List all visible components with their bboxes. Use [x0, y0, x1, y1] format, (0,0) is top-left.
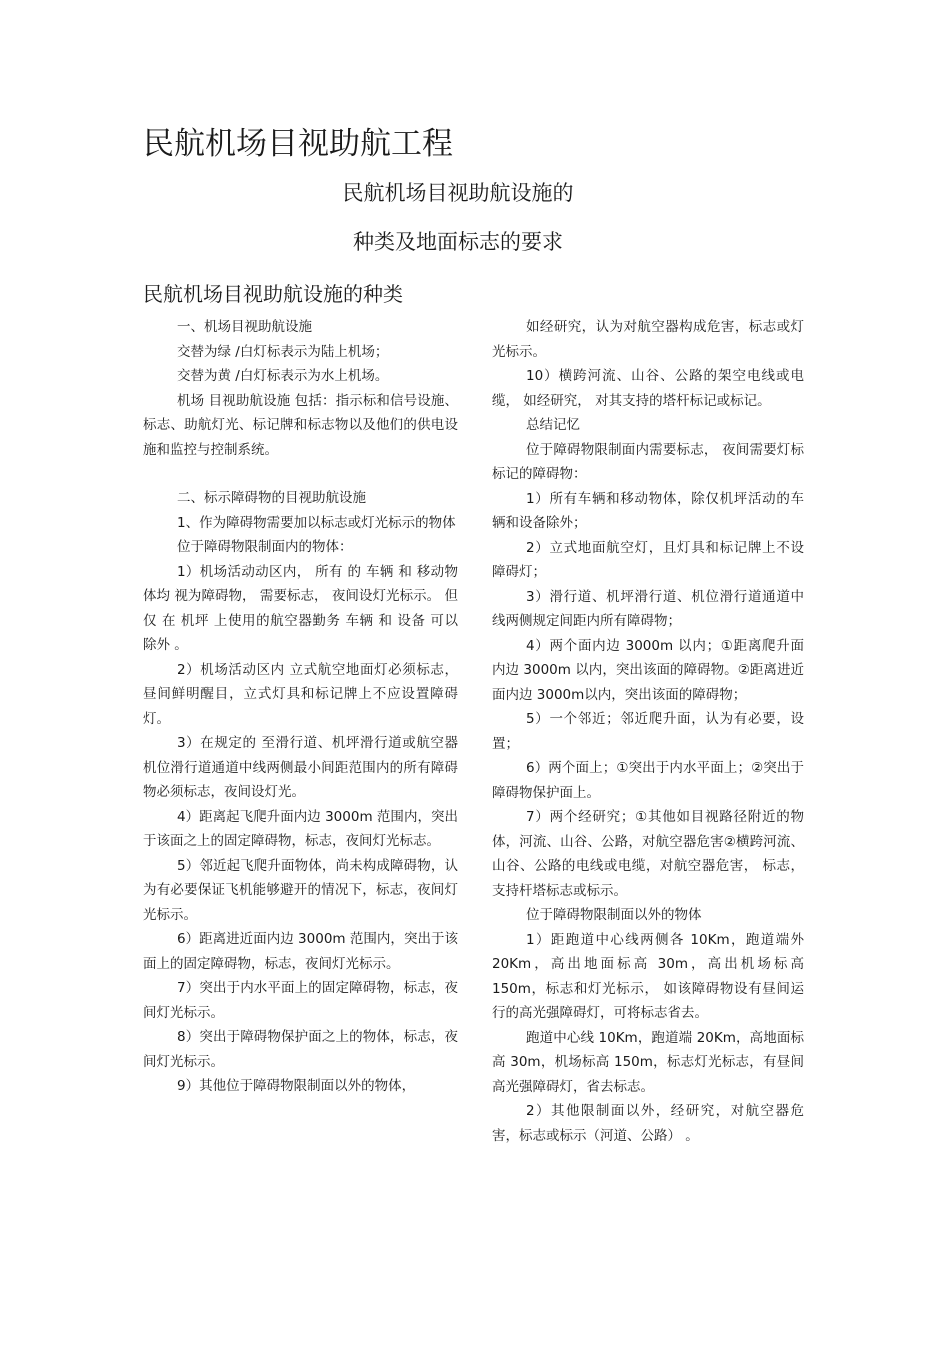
paragraph: 6）距离进近面内边 3000m 范围内，突出于该面上的固定障碍物，标志，夜间灯光标示。: [143, 931, 458, 972]
paragraph: 1）机场活动动区内， 所有 的 车辆 和 移动物体均 视为障碍物， 需要标志， 夜间设灯光标示。 但 仅 在 机坪 上使用的航空器勤务 车辆 和 设备 可以 除外 。: [143, 563, 458, 653]
paragraph: 机场 目视助航设施 包括：指示标和信号设施、标志、助航灯光、标记牌和标志物以及他们的供电设施和监控与控制系统。: [143, 392, 458, 458]
paragraph: 交替为绿 /白灯标表示为陆上机场；: [177, 343, 389, 360]
paragraph: 8）突出于障碍物保护面之上的物体，标志，夜间灯光标示。: [143, 1029, 458, 1070]
paragraph: 2）机场活动区内 立式航空地面灯必须标志，昼间鲜明醒目，立式灯具和标记牌上不应设置障碍灯。: [143, 661, 458, 727]
paragraph: 6）两个面上；①突出于内水平面上；②突出于障碍物保护面上。: [492, 760, 804, 801]
paragraph: 1）所有车辆和移动物体，除仅机坪活动的车辆和设备除外；: [492, 490, 804, 531]
paragraph: 5）邻近起飞爬升面物体，尚未构成障碍物，认为有必要保证飞机能够避开的情况下，标志，夜间灯光标示。: [143, 857, 458, 923]
main-title: 民航机场目视助航工程: [143, 126, 453, 162]
paragraph: 5）一个邻近；邻近爬升面，认为有必要，设置；: [492, 711, 804, 752]
paragraph: 3）滑行道、机坪滑行道、机位滑行道通道中线两侧规定间距内所有障碍物；: [492, 588, 804, 629]
left-column: [143, 315, 458, 1099]
paragraph: 10）横跨河流、山谷、公路的架空电线或电缆， 如经研究， 对其支持的塔杆标记或标记。: [492, 368, 804, 409]
paragraph: 7）两个经研究；①其他如目视路径附近的物体，河流、山谷、公路，对航空器危害②横跨河流、山谷、公路的电线或电缆，对航空器危害， 标志，支持杆塔标志或标示。: [492, 809, 804, 899]
paragraph: 二、标示障碍物的目视助航设施: [177, 490, 366, 506]
subtitle-line-1: 民航机场目视助航设施的: [342, 181, 574, 205]
paragraph: 如经研究，认为对航空器构成危害，标志或灯光标示。: [492, 319, 804, 360]
paragraph: 位于障碍物限制面内的物体：: [177, 539, 353, 555]
subtitle-line-2: 种类及地面标志的要求: [353, 230, 563, 254]
paragraph: 9）其他位于障碍物限制面以外的物体，: [177, 1078, 416, 1094]
paragraph: 一、机场目视助航设施: [177, 319, 312, 335]
paragraph: 7）突出于内水平面上的固定障碍物，标志，夜间灯光标示。: [143, 980, 458, 1021]
paragraph: 4）距离起飞爬升面内边 3000m 范围内，突出于该面之上的固定障碍物，标志，夜间灯光标志。: [143, 808, 458, 849]
paragraph: 跑道中心线 10Km，跑道端 20Km，高地面标高 30m，机场标高 150m，标志灯光标志，有昼间高光强障碍灯，省去标志。: [492, 1029, 804, 1095]
paragraph: 2）其他限制面以外，经研究，对航空器危害，标志或标示（河道、公路） 。: [492, 1103, 804, 1144]
paragraph: 1）距跑道中心线两侧各 10Km，跑道端外 20Km，高出地面标高 30m，高出机场标高150m，标志和灯光标示， 如该障碍物设有昼间运行的高光强障碍灯，可将标志省去。: [492, 931, 804, 1021]
paragraph: 4）两个面内边 3000m 以内；①距离爬升面内边 3000m 以内，突出该面的障碍物。②距离进近面内边 3000m以内，突出该面的障碍物；: [492, 637, 804, 703]
paragraph: 1、作为障碍物需要加以标志或灯光标示的物体: [177, 514, 456, 531]
section-heading: 民航机场目视助航设施的种类: [143, 282, 403, 306]
paragraph: 2）立式地面航空灯，且灯具和标记牌上不设障碍灯；: [492, 539, 804, 580]
paragraph: 交替为黄 /白灯标表示为水上机场。: [177, 368, 389, 384]
right-column: [492, 315, 804, 1148]
paragraph: 总结记忆: [526, 417, 580, 433]
paragraph: 位于障碍物限制面以外的物体: [526, 907, 702, 923]
paragraph: 位于障碍物限制面内需要标志， 夜间需要灯标标记的障碍物：: [492, 441, 804, 482]
paragraph: 3）在规定的 至滑行道、机坪滑行道或航空器机位滑行道通道中线两侧最小间距范围内的所有障碍物必须标志，夜间设灯光。: [143, 735, 458, 800]
